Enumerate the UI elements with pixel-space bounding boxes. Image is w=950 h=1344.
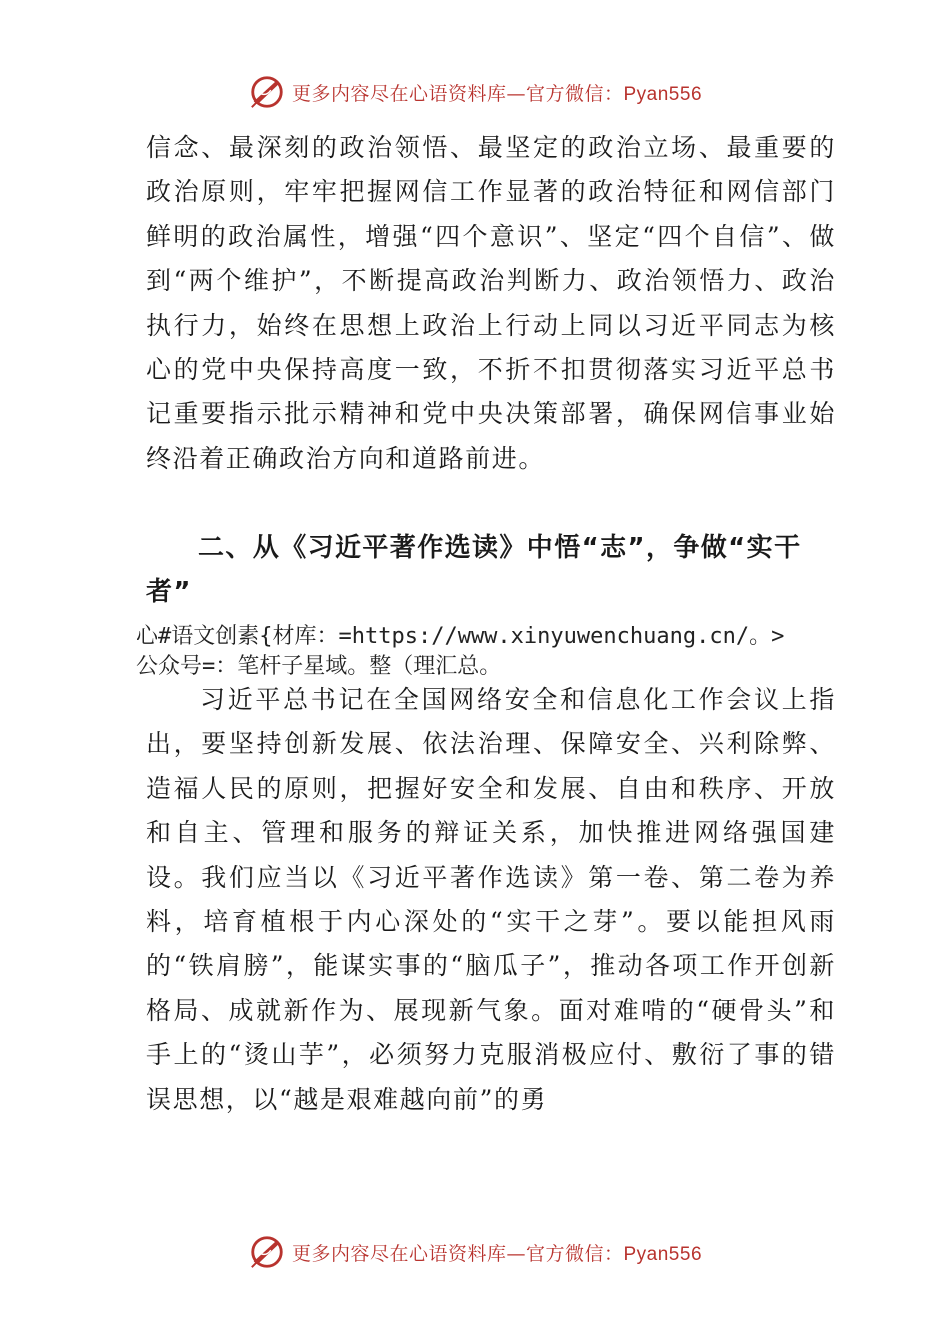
- paragraph-2: 习近平总书记在全国网络安全和信息化工作会议上指出，要坚持创新发展、依法治理、保障安全、兴利除弊、造福人民的原则，把握好安全和发展、自由和秩序、开放和自主、管理和服务的辩证关系，加快推进网络强国建设。我们应当以《习近平著作选读》第一卷、第二卷为养料，培育植根于内心深处的“实干之芽”。要以能担风雨的“铁肩膀”，能谋实事的“脑瓜子”，推动各项工作开创新格局、成就新作为、展现新气象。面对难啃的“硬骨头”和手上的“烫山芋”，必须努力克服消极应付、敷衍了事的错误思想，以“越是艰难越向前”的勇: [146, 685, 836, 1114]
- banner-wechat-id: Pyan556: [623, 83, 703, 105]
- body-section-1: [146, 126, 836, 481]
- watermark-text: [136, 622, 856, 682]
- pen-circle-logo-icon: [248, 1233, 286, 1271]
- banner-wechat-id: Pyan556: [623, 1243, 703, 1265]
- pen-circle-logo-icon: [248, 73, 286, 111]
- banner-text: 更多内容尽在心语资料库—官方微信：Pyan556: [291, 82, 703, 105]
- watermark-line-1: 心#语文创素{材库：=https://www.xinyuwenchuang.cn/。>: [136, 624, 785, 649]
- body-section-2: [146, 678, 836, 1122]
- paragraph-1: 信念、最深刻的政治领悟、最坚定的政治立场、最重要的政治原则，牢牢把握网信工作显著的政治特征和网信部门鲜明的政治属性，增强“四个意识”、坚定“四个自信”、做到“两个维护”，不断提高政治判断力、政治领悟力、政治执行力，始终在思想上政治上行动上同以习近平同志为核心的党中央保持高度一致，不折不扣贯彻落实习近平总书记重要指示批示精神和党中央决策部署，确保网信事业始终沿着正确政治方向和道路前进。: [146, 133, 836, 473]
- watermark-line-2: 公众号=：笔杆子星域。整（理汇总。: [136, 654, 502, 679]
- section-heading-2: 二、从《习近平著作选读》中悟“志”，争做“实干者”: [146, 533, 802, 607]
- header-banner: [0, 70, 950, 114]
- footer-banner: [0, 1230, 950, 1274]
- banner-text: 更多内容尽在心语资料库—官方微信：Pyan556: [291, 1242, 703, 1265]
